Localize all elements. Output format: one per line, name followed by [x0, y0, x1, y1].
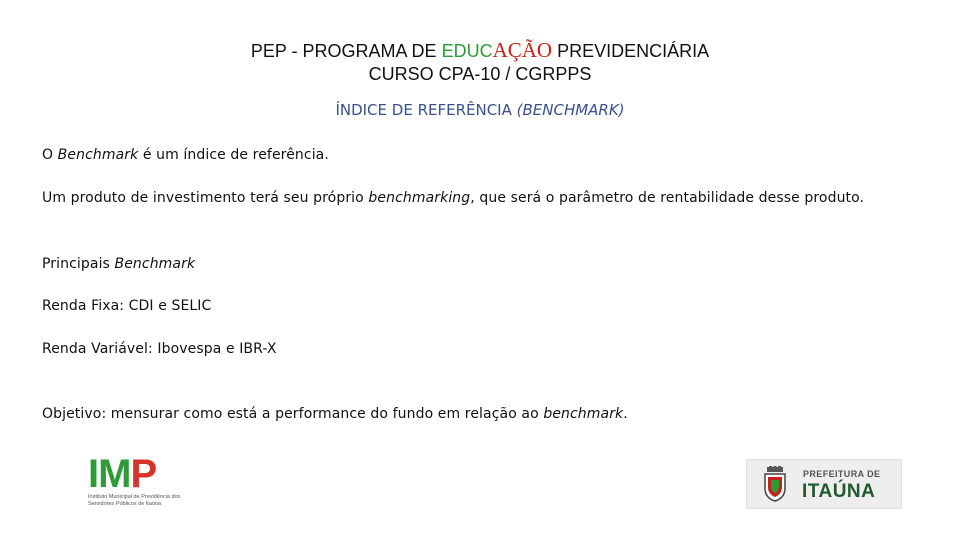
line1-emphasis: Benchmark — [57, 147, 139, 163]
section-heading-main: ÍNDICE DE REFERÊNCIA — [335, 101, 517, 119]
line2-post: , que será o parâmetro de rentabilidade desse produto. — [470, 190, 865, 206]
line6-italic: benchmark — [543, 406, 624, 422]
imp-logo-letters — [88, 452, 200, 496]
line6-pre: Objetivo: mensurar como está a performance do fundo em relação ao — [42, 406, 544, 422]
prefeitura-label: PREFEITURA DE — [803, 469, 881, 479]
page-subtitle: CURSO CPA-10 / CGRPPS — [368, 64, 592, 84]
benchmark-definition — [42, 147, 329, 163]
title-part1: PEP - PROGRAMA DE — [250, 41, 442, 61]
benchmarking-description — [42, 190, 864, 206]
variable-income-benchmarks: Renda Variável: Ibovespa e IBR-X — [42, 341, 277, 357]
imp-letter: I — [88, 452, 99, 496]
title-green: EDUC — [441, 41, 493, 61]
prefeitura-itauna-logo — [746, 459, 902, 509]
line6-post: . — [623, 406, 628, 422]
line3-italic: Benchmark — [114, 256, 196, 272]
objective-text — [42, 406, 628, 422]
section-heading — [0, 101, 960, 119]
main-benchmarks-label — [42, 256, 195, 272]
city-crest-icon — [761, 466, 789, 502]
line1-pre: O — [42, 147, 58, 163]
title-part2: PREVIDENCIÁRIA — [552, 41, 710, 61]
line2-pre: Um produto de investimento terá seu próprio — [42, 190, 369, 206]
line2-italic: benchmarking — [368, 190, 471, 206]
imp-logo-subtitle: Instituto Municipal de Previdência dos Servidores Públicos de Itaúna — [88, 494, 181, 507]
imp-logo — [88, 452, 200, 512]
line1-post: é um índice de referência. — [138, 147, 329, 163]
page-title — [0, 38, 960, 63]
title-red: AÇÃO — [492, 38, 553, 62]
fixed-income-benchmarks: Renda Fixa: CDI e SELIC — [42, 298, 212, 314]
section-heading-italic: (BENCHMARK) — [516, 101, 625, 119]
city-name: ITAÚNA — [802, 481, 876, 502]
line3-pre: Principais — [42, 256, 115, 272]
imp-letter: P — [130, 452, 157, 496]
imp-letter: M — [98, 452, 131, 496]
